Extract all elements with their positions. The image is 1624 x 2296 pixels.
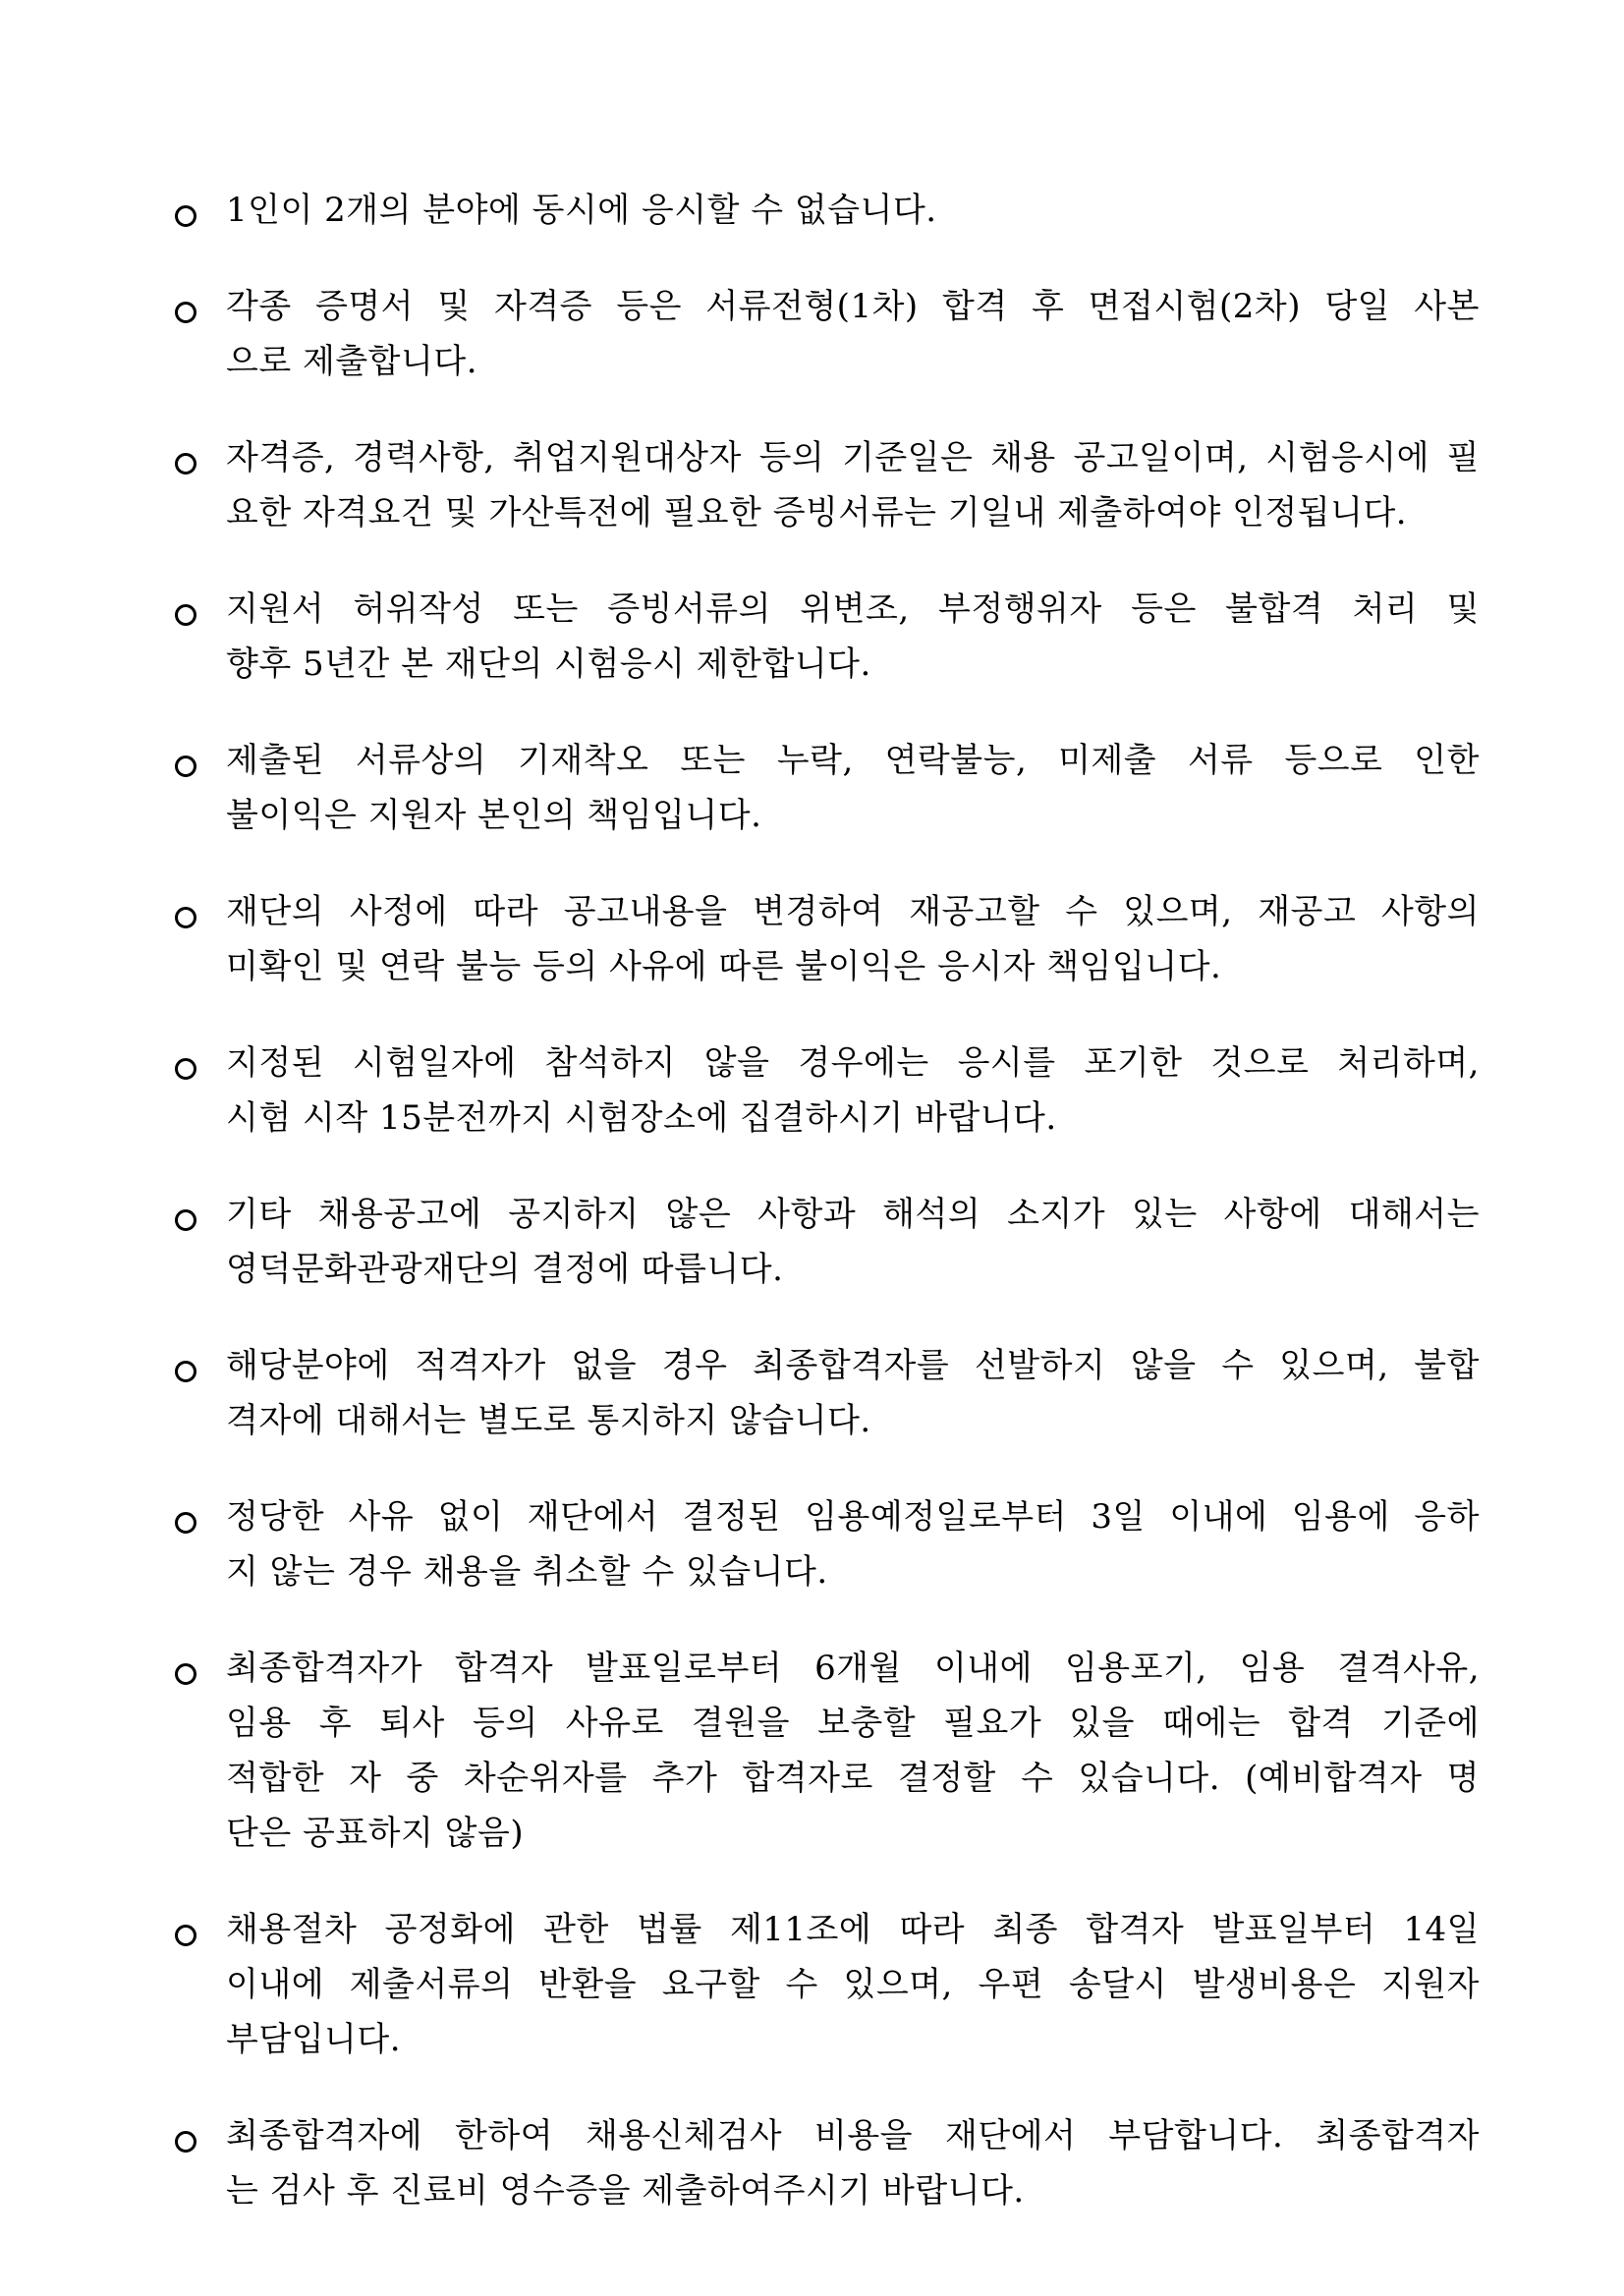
- notice-text-line: 미확인 및 연락 불능 등의 사유에 따른 불이익은 응시자 책임입니다.: [226, 947, 1222, 986]
- notice-item: [173, 1902, 1480, 2067]
- notice-item: [173, 884, 1480, 994]
- notice-text-line: 1인이 2개의 분야에 동시에 응시할 수 없습니다.: [226, 191, 937, 230]
- notice-text-line: 는 검사 후 진료비 영수증을 제출하여주시기 바랍니다.: [226, 2171, 1025, 2211]
- notice-item: [173, 1187, 1480, 1297]
- circle-bullet-icon: [175, 1925, 196, 1946]
- notice-text-line: 해당분야에 적격자가 없을 경우 최종합격자를 선발하지 않을 수 있으며, 불합: [226, 1346, 1480, 1385]
- notice-item: [173, 733, 1480, 843]
- notice-item: [173, 430, 1480, 540]
- notice-item: [173, 279, 1480, 389]
- circle-bullet-icon: [175, 907, 196, 928]
- circle-bullet-icon: [175, 302, 196, 323]
- notice-text-line: 으로 제출합니다.: [226, 342, 478, 381]
- notice-text-line: 이내에 제출서류의 반환을 요구할 수 있으며, 우편 송달시 발생비용은 지원자: [226, 1965, 1480, 2004]
- circle-bullet-icon: [175, 1058, 196, 1080]
- circle-bullet-icon: [175, 1512, 196, 1534]
- circle-bullet-icon: [175, 1663, 196, 1685]
- notice-text-line: 지원서 허위작성 또는 증빙서류의 위변조, 부정행위자 등은 불합격 처리 및: [226, 589, 1480, 629]
- notice-text-line: 지정된 시험일자에 참석하지 않을 경우에는 응시를 포기한 것으로 처리하며,: [226, 1043, 1480, 1083]
- notice-text-line: 최종합격자가 합격자 발표일로부터 6개월 이내에 임용포기, 임용 결격사유,: [226, 1649, 1480, 1688]
- notice-item: [173, 183, 1480, 238]
- notice-item: [173, 1338, 1480, 1448]
- notice-item: [173, 1036, 1480, 1146]
- circle-bullet-icon: [175, 1209, 196, 1231]
- circle-bullet-icon: [175, 2131, 196, 2153]
- notice-item: [173, 582, 1480, 692]
- notice-text-line: 각종 증명서 및 자격증 등은 서류전형(1차) 합격 후 면접시험(2차) 당일 사본: [226, 287, 1480, 326]
- circle-bullet-icon: [175, 756, 196, 777]
- notice-text-line: 지 않는 경우 채용을 취소할 수 있습니다.: [226, 1552, 828, 1592]
- notice-text-line: 재단의 사정에 따라 공고내용을 변경하여 재공고할 수 있으며, 재공고 사항의: [226, 892, 1480, 931]
- notice-text-line: 적합한 자 중 차순위자를 추가 합격자로 결정할 수 있습니다. (예비합격자 명: [226, 1759, 1480, 1798]
- notice-text-line: 불이익은 지원자 본인의 책임입니다.: [226, 796, 762, 835]
- notice-text-line: 제출된 서류상의 기재착오 또는 누락, 연락불능, 미제출 서류 등으로 인한: [226, 741, 1480, 780]
- notice-text-line: 정당한 사유 없이 재단에서 결정된 임용예정일로부터 3일 이내에 임용에 응하: [226, 1497, 1480, 1537]
- notice-text-line: 자격증, 경력사항, 취업지원대상자 등의 기준일은 채용 공고일이며, 시험응시에 필: [226, 438, 1480, 477]
- notice-text-line: 부담입니다.: [226, 2020, 402, 2059]
- notice-text-line: 채용절차 공정화에 관한 법률 제11조에 따라 최종 합격자 발표일부터 14일: [226, 1910, 1480, 1949]
- circle-bullet-icon: [175, 1361, 196, 1382]
- circle-bullet-icon: [175, 205, 196, 227]
- notice-text-line: 최종합격자에 한하여 채용신체검사 비용을 재단에서 부담합니다. 최종합격자: [226, 2116, 1480, 2156]
- notice-text-line: 요한 자격요건 및 가산특전에 필요한 증빙서류는 기일내 제출하여야 인정됩니다.: [226, 493, 1408, 532]
- notice-item: [173, 2108, 1480, 2218]
- notice-text-line: 격자에 대해서는 별도로 통지하지 않습니다.: [226, 1401, 871, 1440]
- notice-text-line: 단은 공표하지 않음): [226, 1814, 525, 1853]
- notice-item: [173, 1489, 1480, 1599]
- notice-list: [173, 183, 1480, 2260]
- circle-bullet-icon: [175, 453, 196, 475]
- circle-bullet-icon: [175, 604, 196, 626]
- notice-text-line: 시험 시작 15분전까지 시험장소에 집결하시기 바랍니다.: [226, 1098, 1057, 1138]
- notice-item: [173, 1641, 1480, 1861]
- notice-text-line: 기타 채용공고에 공지하지 않은 사항과 해석의 소지가 있는 사항에 대해서는: [226, 1195, 1480, 1234]
- notice-text-line: 임용 후 퇴사 등의 사유로 결원을 보충할 필요가 있을 때에는 합격 기준에: [226, 1704, 1480, 1743]
- notice-text-line: 영덕문화관광재단의 결정에 따릅니다.: [226, 1250, 784, 1289]
- notice-text-line: 향후 5년간 본 재단의 시험응시 제한합니다.: [226, 644, 871, 684]
